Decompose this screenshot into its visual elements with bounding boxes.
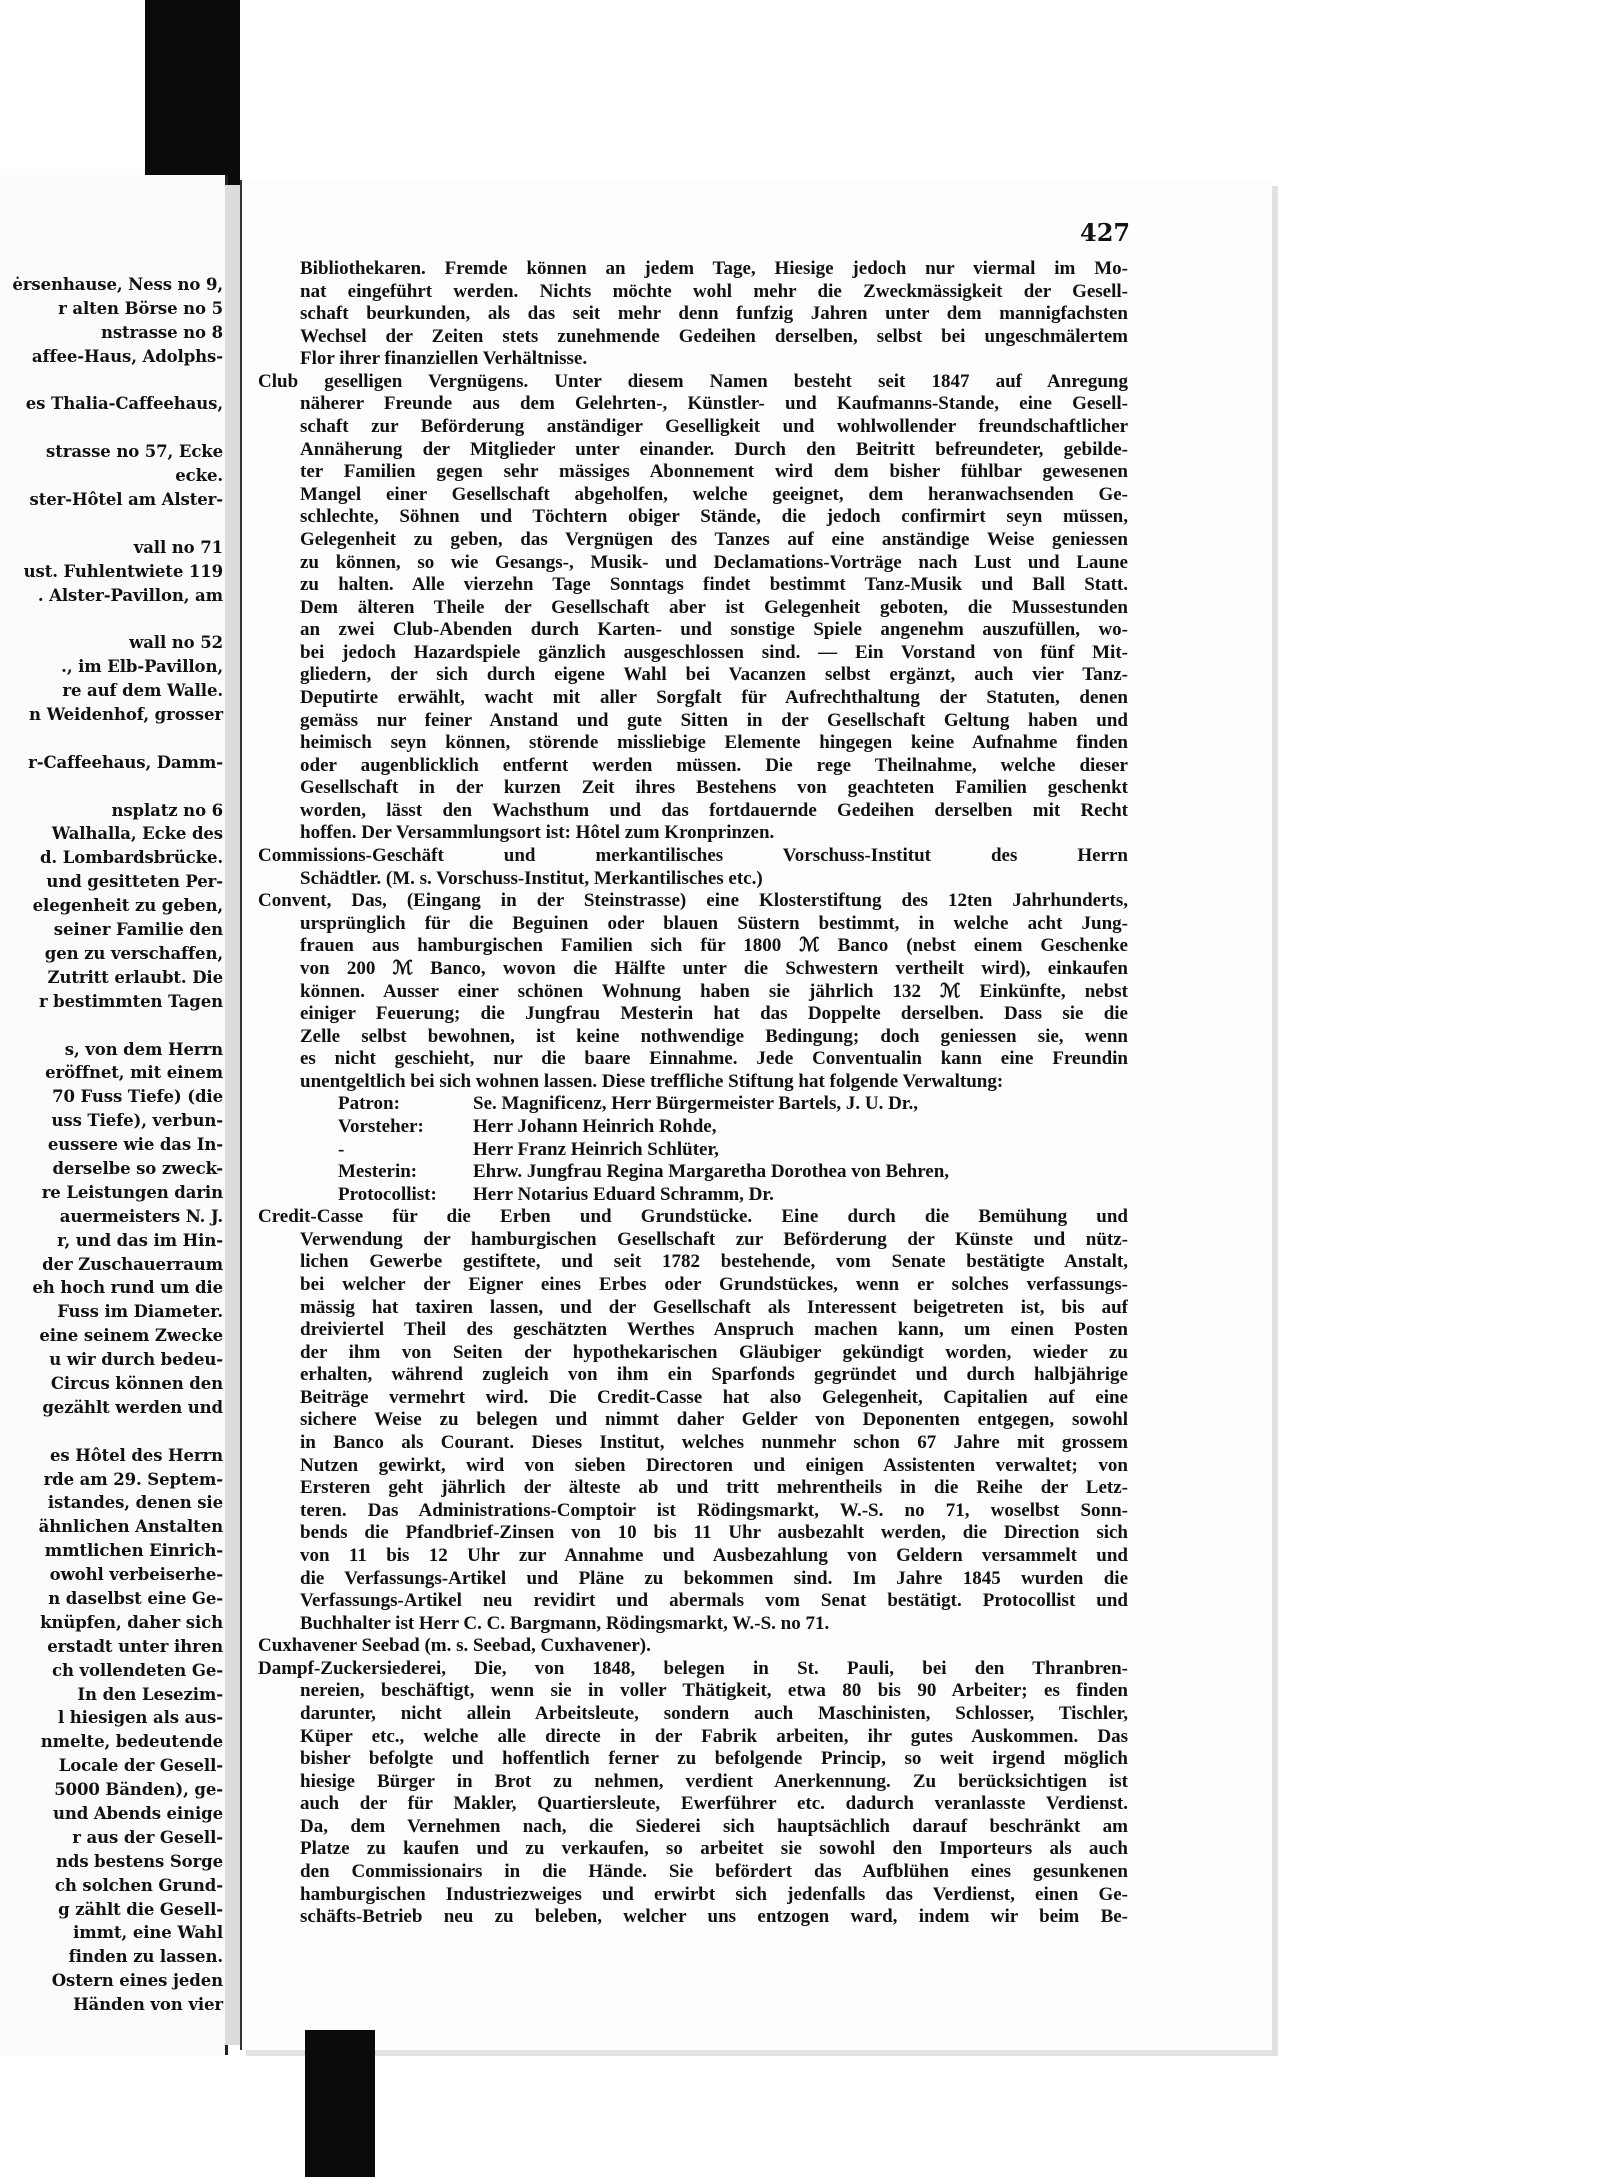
officer-row xyxy=(258,1116,1128,1139)
left-text-line: eussere wie das In- xyxy=(47,1135,223,1155)
officer-name: Herr Notarius Eduard Schramm, Dr. xyxy=(473,1183,774,1205)
right-text-line: den Commissionairs in die Hände. Sie befördert das Aufblühen eines gesunkenen xyxy=(300,1861,1128,1883)
left-text-line: r aus der Gesell- xyxy=(72,1827,223,1847)
right-text-line: schäfts-Betrieb neu zu beleben, welcher uns entzogen ward, indem wir beim Be- xyxy=(300,1906,1128,1928)
right-text-line: Dem älteren Theile der Gesellschaft aber ist Gelegenheit geboten, die Mussestunden xyxy=(300,596,1128,618)
left-text-line: gezählt werden und xyxy=(42,1397,223,1417)
left-text-line: owohl verbeiserhe- xyxy=(49,1565,223,1585)
right-text-line: es nicht geschieht, nur die baare Einnahme. Jede Conventualin kann eine Freundin xyxy=(300,1048,1128,1070)
left-text-line xyxy=(0,1420,225,1444)
left-text-line: eh hoch rund um die xyxy=(32,1278,223,1298)
left-text-line: ch solchen Grund- xyxy=(54,1875,223,1895)
right-text-line: nereien, beschäftigt, wenn sie in voller Thätigkeit, etwa 80 bis 90 Arbeiter; es finden xyxy=(300,1680,1128,1702)
left-text-line: eröffnet, mit einem xyxy=(45,1063,223,1083)
left-page-text-column xyxy=(0,273,225,2017)
right-text-line: können. Ausser einer schönen Wohnung haben sie jährlich 132 ℳ Einkünfte, nebst xyxy=(300,980,1128,1002)
left-text-line: auermeisters N. J. xyxy=(59,1206,223,1226)
officer-role: Protocollist: xyxy=(338,1183,437,1205)
left-text-line: Circus können den xyxy=(50,1373,223,1393)
right-text-line: die Verfassungs-Artikel und Pläne zu bekommen sind. Im Jahre 1845 wurden die xyxy=(300,1567,1128,1589)
right-text-line: Gesellschaft in der kurzen Zeit ihres Bestehens von geachteten Familien geschenkt xyxy=(300,777,1128,799)
right-text-line: von 200 ℳ Banco, wovon die Hälfte unter die Schwestern vertheilt wird), einkaufen xyxy=(300,957,1128,979)
left-text-line xyxy=(0,607,225,631)
left-text-line xyxy=(0,1014,225,1038)
left-text-line: ecke. xyxy=(175,466,223,486)
officer-row xyxy=(258,1161,1128,1184)
right-text-line: Cuxhavener Seebad (m. s. Seebad, Cuxhavener). xyxy=(258,1635,651,1657)
left-text-line: rde am 29. Septem- xyxy=(43,1469,223,1489)
right-text-line: Ersteren geht jährlich der älteste ab und tritt mehrentheils in die Reihe der Letz- xyxy=(300,1477,1128,1499)
right-text-line: Platze zu kaufen und zu verkaufen, so arbeitet sie sowohl den Importeurs als auch xyxy=(300,1838,1128,1860)
left-text-line: Händen von vier xyxy=(73,1995,223,2015)
left-text-line: erstadt unter ihren xyxy=(47,1636,223,1656)
right-text-line: ter Familien gegen sehr mässiges Abonnement wird dem bisher fühlbar gewesenen xyxy=(300,461,1128,483)
left-text-line: strasse no 57, Ecke xyxy=(46,442,223,462)
left-text-line: r bestimmten Tagen xyxy=(38,991,223,1011)
left-text-line: nstrasse no 8 xyxy=(100,322,223,342)
right-text-line: Wechsel der Zeiten stets zunehmende Gedeihen derselben, selbst bei ungeschmälertem xyxy=(300,325,1128,347)
left-text-line: der Zuschauerraum xyxy=(42,1254,223,1274)
officer-name: Se. Magnificenz, Herr Bürgermeister Bartels, J. U. Dr., xyxy=(473,1093,918,1115)
right-text-line: darunter, nicht allein Arbeitsleute, sondern auch Maschinisten, Schlosser, Tischler, xyxy=(300,1703,1128,1724)
right-text-line: der ihm von Seiten der hypothekarischen Gläubiger gekündigt worden, wieder zu xyxy=(300,1341,1128,1363)
left-text-line: mmtlichen Einrich- xyxy=(44,1541,223,1561)
left-text-line: r-Caffeehaus, Damm- xyxy=(28,752,223,772)
right-text-line: schaft beurkunden, als das seit mehr denn funfzig Jahren unter dem mannigfachsten xyxy=(300,303,1128,325)
left-text-line: finden zu lassen. xyxy=(68,1947,223,1967)
left-text-line: r, und das im Hin- xyxy=(57,1230,223,1250)
left-text-line: r alten Börse no 5 xyxy=(58,298,223,318)
right-text-line: Verfassungs-Artikel neu revidirt und abermals vom Senat bestätigt. Protocollist und xyxy=(300,1590,1128,1612)
right-text-line: näherer Freunde aus dem Gelehrten-, Künstler- und Kaufmanns-Stande, eine Gesell- xyxy=(300,393,1128,415)
left-text-line: l hiesigen als aus- xyxy=(57,1708,223,1728)
left-text-line: derselbe so zweck- xyxy=(52,1158,223,1178)
left-text-line: es Hôtel des Herrn xyxy=(50,1445,223,1465)
left-text-line: g zählt die Gesell- xyxy=(58,1899,223,1919)
left-text-line: vall no 71 xyxy=(133,537,223,557)
right-text-line: Annäherung der Mitglieder unter einander. Durch den Beitritt befreundeter, gebilde- xyxy=(300,438,1128,460)
officer-role: Patron: xyxy=(338,1093,400,1115)
left-text-line: u wir durch bedeu- xyxy=(49,1350,223,1370)
left-text-line: und gesitteten Per- xyxy=(46,872,223,892)
right-text-line: ursprünglich für die Beguinen oder blauen Süstern bestimmt, in welche acht Jung- xyxy=(300,912,1128,934)
officer-name: Herr Johann Heinrich Rohde, xyxy=(473,1115,717,1137)
right-text-line: bei jedoch Hazardspiele gänzlich ausgeschlossen sind. — Ein Vorstand von fünf Mit- xyxy=(300,641,1128,663)
right-text-line: Gelegenheit zu geben, das Vergnügen des Tanzes auf eine anständige Weise geniessen xyxy=(300,528,1128,550)
left-text-line: es Thalia-Caffeehaus, xyxy=(25,394,223,414)
right-text-line: Deputirte erwählt, wacht mit aller Sorgfalt für Aufrechthaltung der Statuten, denen xyxy=(300,686,1128,708)
left-text-line: Fuss im Diameter. xyxy=(57,1302,223,1322)
right-text-line: hiesige Bürger in Brot zu nehmen, verdient Anerkennung. Zu berücksichtigen ist xyxy=(300,1770,1128,1792)
left-text-line: knüpfen, daher sich xyxy=(40,1612,223,1632)
left-text-line xyxy=(0,512,225,536)
officer-row xyxy=(258,1139,1128,1162)
left-text-line xyxy=(0,775,225,799)
right-text-line: heimisch seyn können, störende missliebige Elemente hingegen keine Aufnahme finden xyxy=(300,732,1128,754)
left-text-line: nsplatz no 6 xyxy=(111,800,223,820)
right-text-line: worden, lässt den Wachsthum und das fortdauernde Gedeihen derselben mit Recht xyxy=(300,799,1128,821)
left-text-line: affee-Haus, Adolphs- xyxy=(31,346,223,366)
right-text-line: gemäss nur feiner Anstand und gute Sitten in der Gesellschaft Geltung haben und xyxy=(300,709,1128,731)
left-text-line: s, von dem Herrn xyxy=(64,1039,223,1059)
left-text-line: ust. Fuhlentwiete 119 xyxy=(23,561,223,581)
right-text-line: Schädtler. (M. s. Vorschuss-Institut, Merkantilisches etc.) xyxy=(300,867,763,889)
left-text-line: 5000 Bänden), ge- xyxy=(54,1780,223,1800)
officer-role: - xyxy=(338,1138,345,1160)
right-text-line: Dampf-Zuckersiederei, Die, von 1848, belegen in St. Pauli, bei den Thranbren- xyxy=(258,1657,1128,1679)
right-text-line: Bibliothekaren. Fremde können an jedem Tage, Hiesige jedoch nur viermal im Mo- xyxy=(300,258,1128,279)
right-text-line: von 11 bis 12 Uhr zur Annahme und Ausbezahlung von Geldern versammelt und xyxy=(300,1544,1128,1566)
right-text-line: Zelle selbst bewohnen, ist keine nothwendige Bedingung; doch geniessen sie, wenn xyxy=(300,1025,1128,1047)
right-text-line: Club geselligen Vergnügens. Unter diesem Namen besteht seit 1847 auf Anregung xyxy=(258,370,1128,392)
right-text-line: schlechte, Söhnen und Töchtern obiger Stände, die jedoch confirmirt seyn müssen, xyxy=(300,506,1128,528)
binding-strip-bottom xyxy=(305,2030,375,2177)
right-text-line: Commissions-Geschäft und merkantilisches Vorschuss-Institut des Herrn xyxy=(258,845,1128,867)
left-text-line: n Weidenhof, grosser xyxy=(29,705,223,725)
right-text-line: mässig hat taxiren lassen, und der Gesellschaft als Interessent beigetreten ist, bis auf xyxy=(300,1296,1128,1318)
right-text-line: frauen aus hamburgischen Familien sich für 1800 ℳ Banco (nebst einem Geschenke xyxy=(300,935,1128,957)
left-text-line: elegenheit zu geben, xyxy=(32,896,223,916)
right-text-line: hoffen. Der Versammlungsort ist: Hôtel zum Kronprinzen. xyxy=(300,822,775,844)
officer-role: Mesterin: xyxy=(338,1161,418,1183)
right-text-line: Flor ihrer finanziellen Verhältnisse. xyxy=(300,348,588,370)
right-text-line: Verwendung der hamburgischen Gesellschaft zur Beförderung der Künste und nütz- xyxy=(300,1228,1128,1250)
left-text-line: Ostern eines jeden xyxy=(51,1971,223,1991)
right-text-line: Beiträge vermehrt wird. Die Credit-Casse hat also Gelegenheit, Capitalien auf eine xyxy=(300,1386,1128,1408)
left-text-line: nds bestens Sorge xyxy=(56,1851,223,1871)
right-text-line: an zwei Club-Abenden durch Karten- und sonstige Spiele angenehm auszufüllen, wo- xyxy=(300,619,1128,641)
right-text-line: Mangel einer Gesellschaft abgeholfen, welche geeignet, dem heranwachsenden Ge- xyxy=(300,483,1128,505)
right-text-line: hamburgischen Industriezweiges und erwirbt sich jedenfalls das Verdienst, einen Ge- xyxy=(300,1883,1128,1905)
officer-row xyxy=(258,1093,1128,1116)
right-text-line: Convent, Das, (Eingang in der Steinstrasse) eine Klosterstiftung des 12ten Jahrhunderts, xyxy=(258,890,1128,912)
right-page-text-column xyxy=(258,258,1128,1929)
left-text-line: ėrsenhause, Ness no 9, xyxy=(12,275,223,294)
right-text-line: dreiviertel Theil des geschätzten Werthes Anspruch machen kann, um einen Posten xyxy=(300,1319,1128,1341)
left-text-line: re auf dem Walle. xyxy=(62,681,223,701)
left-text-line: wall no 52 xyxy=(129,633,223,653)
right-text-line: unentgeltlich bei sich wohnen lassen. Diese treffliche Stiftung hat folgende Verwaltung: xyxy=(300,1070,1004,1092)
right-text-line: bei welcher der Eigner eines Erbes oder Grundstückes, wenn er solches verfassungs- xyxy=(300,1274,1128,1296)
right-text-line: schaft zur Beförderung anständiger Geselligkeit und wohlwollender freundschaftlicher xyxy=(300,416,1128,438)
left-text-line: uss Tiefe), verbun- xyxy=(51,1111,223,1131)
right-text-line: oder augenblicklich entfernt werden müssen. Die rege Theilnahme, welche dieser xyxy=(300,754,1128,776)
left-text-line xyxy=(0,416,225,440)
left-text-line: immt, eine Wahl xyxy=(73,1923,223,1943)
right-text-line: einiger Feuerung; die Jungfrau Mesterin hat das Doppelte derselben. Dass sie die xyxy=(300,1003,1128,1025)
left-text-line: n daselbst eine Ge- xyxy=(48,1588,223,1608)
right-text-line: Da, dem Vernehmen nach, die Siederei sich hauptsächlich darauf beschränkt am xyxy=(300,1815,1128,1837)
right-text-line: Nutzen gewirkt, wird von sieben Directoren und einigen Assistenten verwaltet; von xyxy=(300,1454,1128,1476)
right-text-line: in Banco als Courant. Dieses Institut, welches nunmehr schon 67 Jahre mit grossem xyxy=(300,1432,1128,1454)
officer-name: Ehrw. Jungfrau Regina Margaretha Dorothea von Behren, xyxy=(473,1161,950,1183)
left-text-line: Walhalla, Ecke des xyxy=(51,824,223,844)
left-text-line: seiner Familie den xyxy=(53,920,223,940)
right-text-line: auch der für Makler, Quartiersleute, Ewerführer etc. dadurch veranlasste Verdienst. xyxy=(300,1793,1128,1815)
left-text-line: ähnlichen Anstalten xyxy=(38,1517,223,1537)
left-page xyxy=(0,175,228,2055)
right-text-line: zu können, so wie Gesangs-, Musik- und Declamations-Vorträge nach Lust und Laune xyxy=(300,551,1128,573)
officer-role: Vorsteher: xyxy=(338,1115,424,1137)
left-text-line xyxy=(0,369,225,393)
left-text-line: 70 Fuss Tiefe) (die xyxy=(52,1087,223,1107)
right-text-line: teren. Das Administrations-Comptoir ist Rödingsmarkt, W.-S. no 71, woselbst Sonn- xyxy=(300,1499,1128,1521)
left-text-line: gen zu verschaffen, xyxy=(44,943,223,963)
right-text-line: lichen Gewerbe gestiftete, und seit 1782 bestehende, vom Senate bestätigte Anstalt, xyxy=(300,1251,1128,1273)
right-text-line: gliedern, der sich durch eigene Wahl bei Vacanzen selbst ergänzt, auch vier Tanz- xyxy=(300,664,1128,686)
right-text-line: nat eingeführt werden. Nichts möchte wohl mehr die Zweckmässigkeit der Gesell- xyxy=(300,280,1128,302)
left-text-line: nmelte, bedeutende xyxy=(40,1732,223,1752)
left-text-line: ster-Hôtel am Alster- xyxy=(29,490,223,510)
right-text-line: zu halten. Alle vierzehn Tage Sonntags findet bestimmt Tanz-Musik und Ball Statt. xyxy=(300,574,1128,596)
left-text-line: re Leistungen darin xyxy=(41,1182,223,1202)
left-text-line: ., im Elb-Pavillon, xyxy=(61,657,223,677)
right-text-line: bisher befolgte und hoffentlich ferner zu befolgende Princip, so weit irgend möglich xyxy=(300,1748,1128,1770)
binding-strip-top xyxy=(145,0,240,200)
right-text-line: bends die Pfandbrief-Zinsen von 10 bis 11 Uhr ausbezahlt werden, die Direction sich xyxy=(300,1522,1128,1544)
left-text-line: Locale der Gesell- xyxy=(58,1756,223,1776)
officer-row xyxy=(258,1184,1128,1207)
left-text-line: istandes, denen sie xyxy=(47,1493,223,1513)
right-text-line: sichere Weise zu belegen und nimmt daher Gelder von Deponenten entgegen, sowohl xyxy=(300,1409,1128,1431)
left-text-line: Zutritt erlaubt. Die xyxy=(47,967,223,987)
right-text-line: Credit-Casse für die Erben und Grundstücke. Eine durch die Bemühung und xyxy=(258,1206,1128,1228)
left-text-line xyxy=(0,727,225,751)
left-text-line: und Abends einige xyxy=(52,1804,223,1823)
left-text-line: . Alster-Pavillon, am xyxy=(37,585,223,605)
officer-name: Herr Franz Heinrich Schlüter, xyxy=(473,1138,719,1160)
right-text-line: Buchhalter ist Herr C. C. Bargmann, Rödingsmarkt, W.-S. no 71. xyxy=(300,1612,830,1634)
left-text-line: ch vollendeten Ge- xyxy=(52,1660,223,1680)
right-text-line: Küper etc., welche alle directe in der Fabrik arbeiten, ihr gutes Auskommen. Das xyxy=(300,1725,1128,1747)
left-text-line: eine seinem Zwecke xyxy=(39,1326,223,1346)
left-text-line: In den Lesezim- xyxy=(77,1684,223,1704)
right-text-line: erhalten, während zugleich von ihm ein Sparfonds gegründet und durch halbjährige xyxy=(300,1364,1128,1386)
left-text-line: d. Lombardsbrücke. xyxy=(40,848,223,868)
page-number: 427 xyxy=(1080,218,1131,247)
